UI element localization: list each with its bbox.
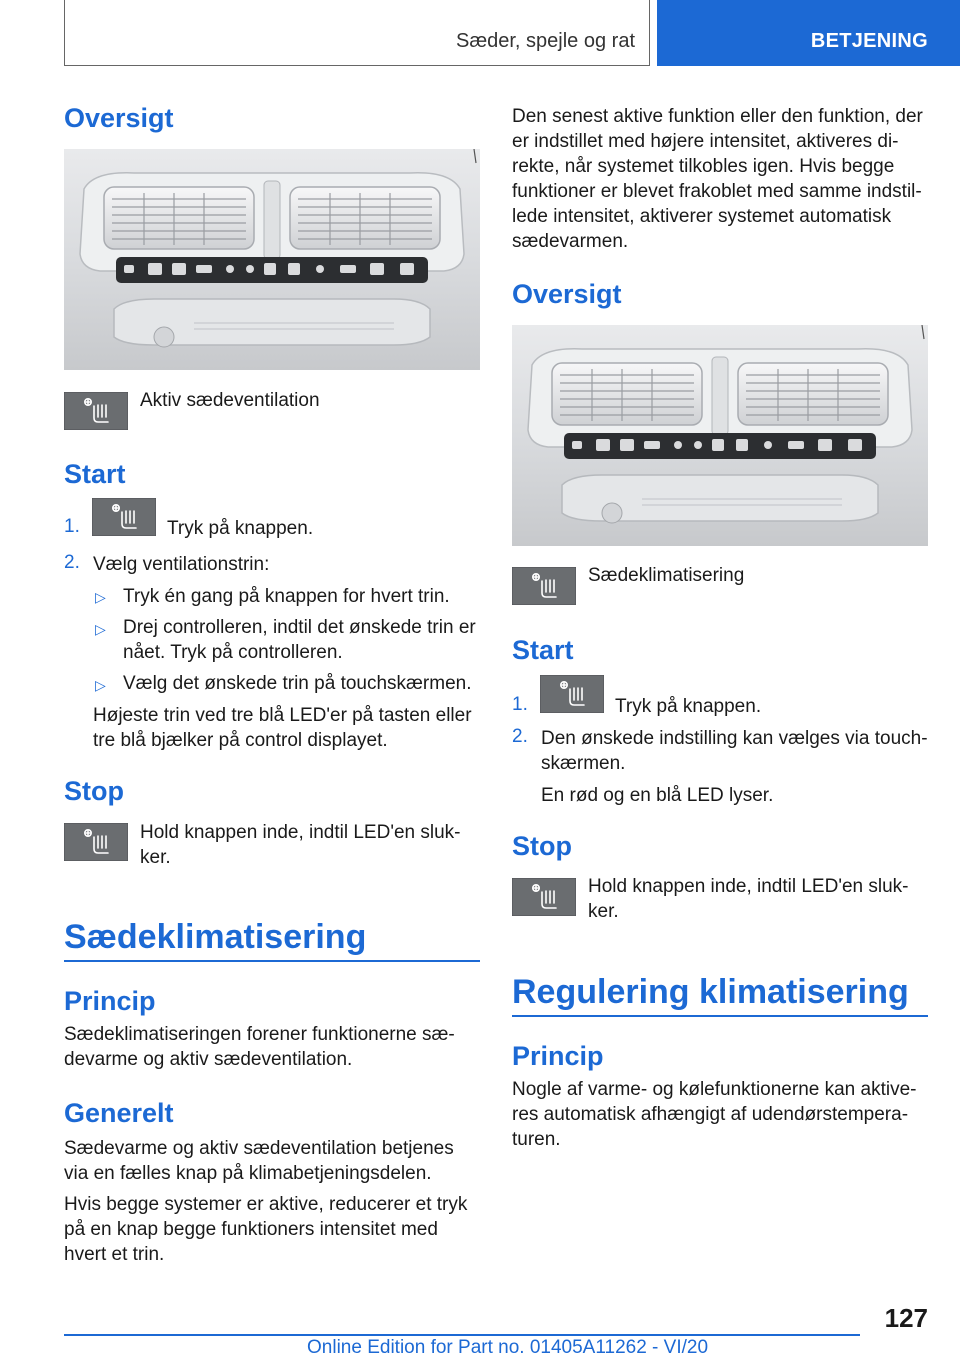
dashboard-illustration-left: [64, 149, 480, 370]
step-text: Den ønskede indstilling kan vælges via touch- skærmen.: [541, 728, 928, 774]
bullet-triangle-icon: ▷: [95, 677, 106, 693]
start-heading-left: Start: [64, 459, 126, 489]
footer-edition-text: Online Edition for Part no. 01405A11262 - VI/20: [307, 1337, 709, 1358]
header-chapter-title: BETJENING: [810, 30, 928, 52]
chapter-rule: [512, 1015, 928, 1017]
stop-heading-right: Stop: [512, 831, 572, 861]
bullet-triangle-icon: ▷: [95, 621, 106, 637]
chapter-heading-right: Regulering klimatisering: [512, 973, 909, 1011]
dashboard-illustration-right: [512, 325, 928, 546]
footer-rule: [64, 1334, 860, 1336]
generelt-text-1: Sædevarme og aktiv sædeventilation betjenes via en fælles knap på klimabetjeningsdelen.: [64, 1138, 454, 1184]
stop-heading-left: Stop: [64, 776, 124, 806]
seat-ventilation-icon: [92, 498, 156, 536]
step-number: 2.: [512, 726, 528, 747]
bullet-text: Vælg det ønskede trin på touchskærmen.: [123, 673, 472, 694]
step-text: Tryk på knappen.: [167, 518, 314, 539]
stop-text-left: Hold knappen inde, indtil LED'en sluk- ker.: [140, 822, 461, 868]
seat-ventilation-icon: [64, 823, 128, 861]
generelt-text-2: Hvis begge systemer er aktive, reducerer et tryk på en knap begge funktioners intensitet med hvert et trin.: [64, 1194, 468, 1265]
step-note: En rød og en blå LED lyser.: [541, 785, 774, 806]
seat-ventilation-icon: [64, 392, 128, 430]
oversigt-heading-left: Oversigt: [64, 103, 174, 133]
header-section-box: [64, 0, 650, 66]
oversigt-caption-left: Aktiv sædeventilation: [140, 390, 320, 411]
oversigt-heading-right: Oversigt: [512, 279, 622, 309]
seat-climate-icon: [512, 567, 576, 605]
bullet-text: Drej controlleren, indtil det ønskede trin er nået. Tryk på controlleren.: [123, 617, 476, 663]
step-number: 1.: [64, 516, 80, 537]
chapter-heading-left: Sædeklimatisering: [64, 918, 367, 956]
header-section-title: Sæder, spejle og rat: [456, 30, 635, 52]
chapter-rule: [64, 960, 480, 962]
header-chapter-tab: [657, 0, 960, 66]
generelt-heading: Generelt: [64, 1098, 174, 1128]
intro-text-right: Den senest aktive funktion eller den funktion, der er indstillet med højere intensitet, aktiveres di- rekte, når systemet tilkobles igen. Hvis begge funktioner er blevet frakoblet med samme indstil- lede intensitet, aktiverer systemet automatisk sædevarmen.: [512, 106, 923, 252]
stop-text-right: Hold knappen inde, indtil LED'en sluk- ker.: [588, 876, 909, 922]
page-number: 127: [884, 1303, 928, 1333]
step-number: 1.: [512, 694, 528, 715]
step-text: Tryk på knappen.: [615, 696, 762, 717]
step-text: Vælg ventilationstrin:: [93, 554, 270, 575]
oversigt-caption-right: Sædeklimatisering: [588, 565, 745, 586]
step-note: Højeste trin ved tre blå LED'er på tasten eller tre blå bjælker på control displayet.: [93, 705, 472, 751]
start-heading-right: Start: [512, 635, 574, 665]
princip-heading-left: Princip: [64, 986, 156, 1016]
bullet-triangle-icon: ▷: [95, 589, 106, 605]
bullet-text: Tryk én gang på knappen for hvert trin.: [123, 586, 450, 607]
seat-climate-icon: [512, 878, 576, 916]
seat-climate-icon: [540, 675, 604, 713]
princip-text-left: Sædeklimatiseringen forener funktionerne sæ- devarme og aktiv sædeventilation.: [64, 1024, 455, 1070]
princip-text-right: Nogle af varme- og kølefunktionerne kan aktive- res automatisk afhængigt af udendørstempera- turen.: [512, 1079, 917, 1150]
princip-heading-right: Princip: [512, 1041, 604, 1071]
step-number: 2.: [64, 552, 80, 573]
